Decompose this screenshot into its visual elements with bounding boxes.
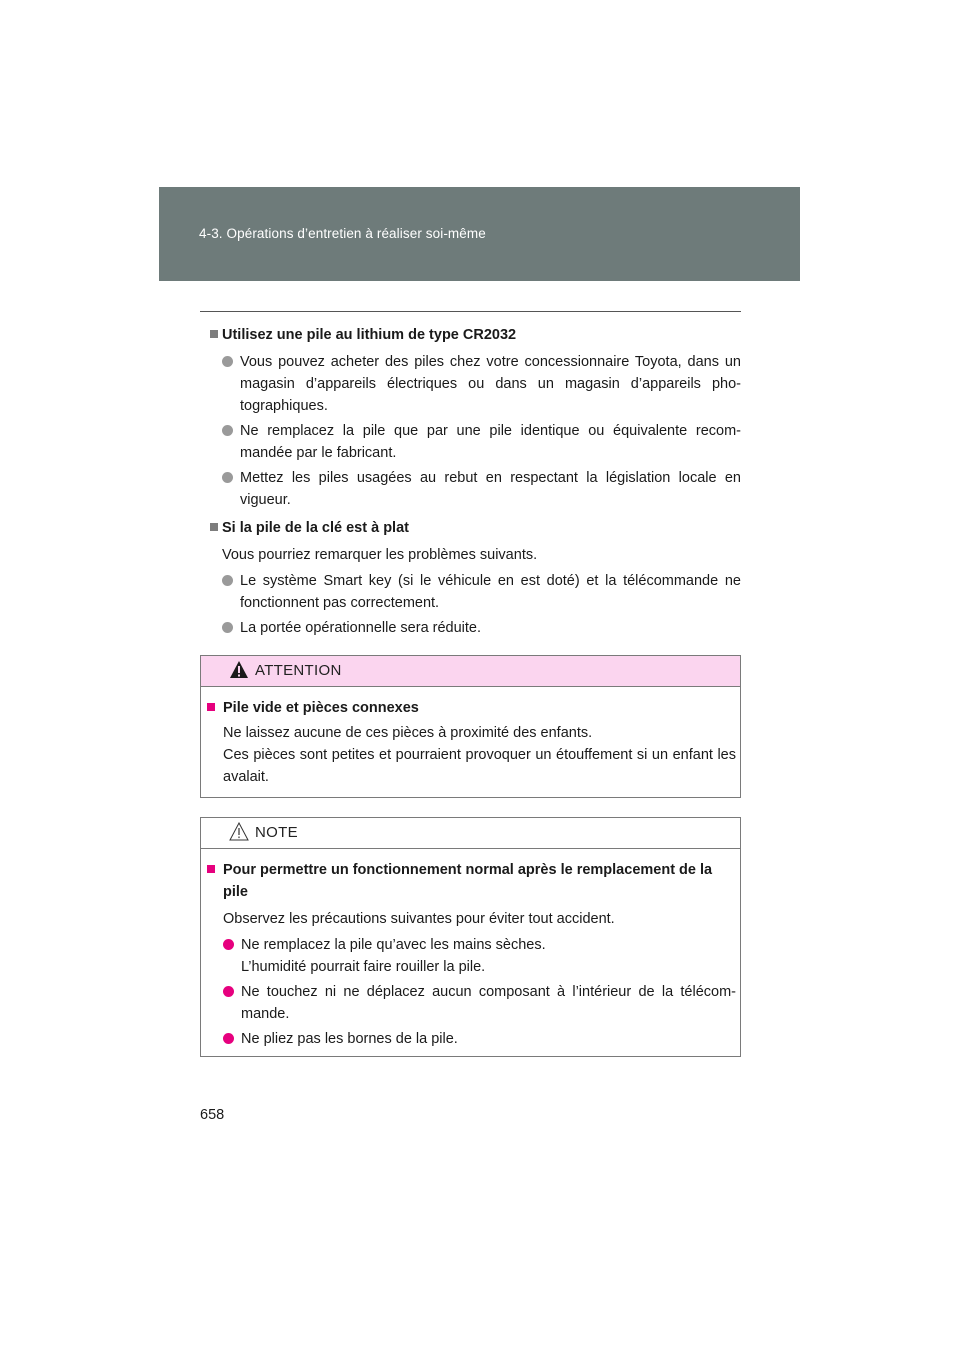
circle-bullet-icon	[222, 622, 233, 633]
note-heading: Pour permettre un fonctionnement normal après le remplacement de la pile	[207, 859, 734, 903]
square-bullet-icon	[207, 703, 215, 711]
attention-heading: Pile vide et pièces connexes	[207, 697, 734, 719]
circle-bullet-icon	[223, 1033, 234, 1044]
circle-bullet-icon	[222, 575, 233, 586]
attention-line: Ces pièces sont petites et pourraient provoquer un étouffement si un enfant les avalait.	[223, 747, 736, 785]
list-item: Vous pouvez acheter des piles chez votre concessionnaire Toyota, dans un magasin d’appareils électriques ou dans un magasin d’appareils pho-tographiques.	[222, 351, 741, 417]
circle-bullet-icon	[222, 425, 233, 436]
list-item: La portée opérationnelle sera réduite.	[222, 617, 741, 639]
square-bullet-icon	[207, 865, 215, 873]
section-header-band	[159, 187, 800, 281]
circle-bullet-icon	[222, 472, 233, 483]
attention-line: Ne laissez aucune de ces pièces à proximité des enfants.	[223, 725, 593, 741]
list-item: Ne pliez pas les bornes de la pile.	[223, 1028, 736, 1050]
square-bullet-icon	[210, 330, 218, 338]
circle-bullet-icon	[223, 939, 234, 950]
section-title: 4-3. Opérations d’entretien à réaliser soi-même	[199, 226, 486, 241]
list-item: Le système Smart key (si le véhicule en est doté) et la télécommande ne fonctionnent pas correctement.	[222, 570, 741, 614]
attention-title: ATTENTION	[255, 662, 342, 679]
attention-box	[200, 655, 741, 798]
page-number: 658	[200, 1107, 225, 1123]
note-box-header	[201, 818, 740, 849]
circle-bullet-icon	[223, 986, 234, 997]
caution-triangle-outline-icon	[229, 822, 249, 841]
note-title: NOTE	[255, 824, 298, 841]
list-item: Ne remplacez la pile qu’avec les mains sèches. L’humidité pourrait faire rouiller la pile.	[223, 934, 736, 978]
circle-bullet-icon	[222, 356, 233, 367]
list-item: Ne touchez ni ne déplacez aucun composant à l’intérieur de la télécom-mande.	[223, 981, 736, 1025]
list-item: Mettez les piles usagées au rebut en respectant la législation locale en vigueur.	[222, 467, 741, 511]
top-divider	[200, 311, 741, 312]
square-bullet-icon	[210, 523, 218, 531]
section-heading-battery-type: Utilisez une pile au lithium de type CR2032	[210, 324, 741, 346]
main-content	[200, 324, 741, 642]
note-box	[200, 817, 741, 1057]
section-heading-dead-battery: Si la pile de la clé est à plat	[210, 517, 741, 539]
list-item: Ne remplacez la pile que par une pile identique ou équivalente recom-mandée par le fabricant.	[222, 420, 741, 464]
note-intro: Observez les précautions suivantes pour éviter tout accident.	[223, 911, 615, 927]
section-intro: Vous pourriez remarquer les problèmes suivants.	[222, 547, 538, 563]
attention-box-header	[201, 656, 740, 687]
warning-triangle-icon	[229, 660, 249, 679]
